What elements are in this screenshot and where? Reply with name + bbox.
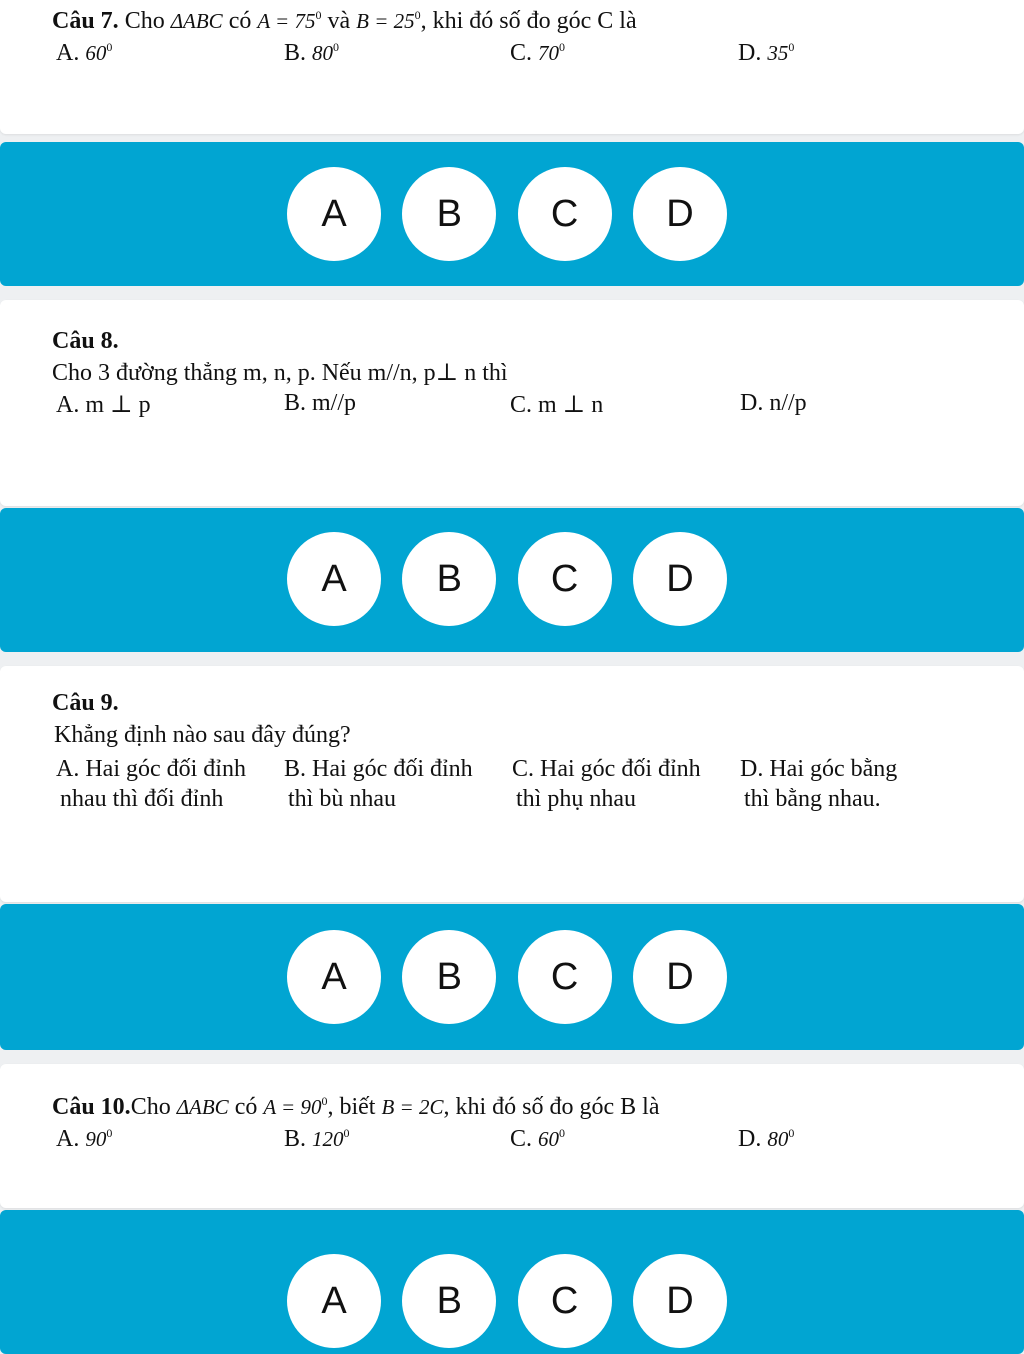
answer-line-2: thì bằng nhau. bbox=[744, 786, 881, 812]
question-10-answer-d bbox=[738, 1126, 794, 1153]
question-10-mid1: có bbox=[228, 1094, 264, 1120]
question-10-text bbox=[52, 1094, 660, 1121]
question-7-triangle: ΔABC bbox=[170, 9, 223, 33]
answer-letter: C. bbox=[510, 40, 539, 66]
option-d-button[interactable]: D bbox=[633, 532, 727, 626]
answer-options-band-q8 bbox=[0, 508, 1024, 652]
answer-value: 80 bbox=[767, 1127, 789, 1151]
answer-value: 80 bbox=[312, 41, 334, 65]
question-7-angle-a: A = 75 bbox=[257, 9, 316, 33]
answer-sup: 0 bbox=[788, 40, 795, 54]
question-8-text: Cho 3 đường thẳng m, n, p. Nếu m//n, p⊥ n thì bbox=[52, 360, 508, 386]
option-c-button[interactable]: C bbox=[518, 930, 612, 1024]
question-10-triangle: ΔABC bbox=[176, 1095, 229, 1119]
question-9-card bbox=[0, 666, 1024, 902]
answer-letter: D. bbox=[738, 1126, 768, 1152]
answer-options-q9 bbox=[287, 930, 727, 1026]
question-10-sup-a: 0 bbox=[321, 1094, 328, 1108]
question-10-mid2: , biết bbox=[327, 1094, 382, 1120]
question-9-answer-a bbox=[56, 754, 246, 814]
option-d-button[interactable]: D bbox=[633, 1254, 727, 1348]
answer-line-1: B. Hai góc đối đỉnh bbox=[284, 756, 473, 782]
question-9-text: Khẳng định nào sau đây đúng? bbox=[54, 722, 351, 748]
option-b-button[interactable]: B bbox=[402, 1254, 496, 1348]
question-7-mid1: có bbox=[222, 8, 258, 34]
answer-options-q10 bbox=[287, 1254, 727, 1350]
answer-sup: 0 bbox=[559, 40, 566, 54]
question-10-angle-b: B = 2C bbox=[381, 1095, 444, 1119]
question-10-post: , khi đó số đo góc B là bbox=[443, 1094, 660, 1120]
option-d-button[interactable]: D bbox=[633, 930, 727, 1024]
question-7-post: , khi đó số đo góc C là bbox=[420, 8, 637, 34]
answer-sup: 0 bbox=[559, 1126, 566, 1140]
option-c-button[interactable]: C bbox=[518, 167, 612, 261]
question-8-answer-b: B. m//p bbox=[284, 390, 357, 416]
question-9-answer-b bbox=[284, 754, 473, 814]
answer-line-2: thì bù nhau bbox=[288, 786, 396, 812]
question-8-label bbox=[52, 328, 119, 355]
answer-options-q7 bbox=[287, 167, 727, 263]
question-8-card bbox=[0, 300, 1024, 506]
answer-sup: 0 bbox=[343, 1126, 350, 1140]
question-9-label bbox=[52, 690, 119, 717]
answer-letter: C. bbox=[510, 1126, 539, 1152]
answer-options-q8 bbox=[287, 532, 727, 628]
question-10-label: Câu 10. bbox=[52, 1094, 131, 1120]
question-9-answer-c bbox=[512, 754, 701, 814]
question-8-answer-d: D. n//p bbox=[740, 390, 807, 416]
answer-value: 35 bbox=[767, 41, 789, 65]
question-7-mid2: và bbox=[321, 8, 357, 34]
question-10-angle-a: A = 90 bbox=[263, 1095, 322, 1119]
answer-sup: 0 bbox=[106, 40, 113, 54]
option-c-button[interactable]: C bbox=[518, 532, 612, 626]
question-9-label-text: Câu 9. bbox=[52, 690, 119, 716]
answer-line-1: A. Hai góc đối đỉnh bbox=[56, 756, 246, 782]
answer-options-band-q7 bbox=[0, 142, 1024, 286]
answer-line-1: C. Hai góc đối đỉnh bbox=[512, 756, 701, 782]
question-7-text bbox=[52, 8, 637, 35]
question-7-card bbox=[0, 0, 1024, 134]
question-8-label-text: Câu 8. bbox=[52, 328, 119, 354]
answer-letter: D. bbox=[738, 40, 768, 66]
question-8-answer-a: A. m ⊥ p bbox=[56, 392, 151, 418]
answer-line-2: thì phụ nhau bbox=[516, 786, 636, 812]
answer-letter: B. bbox=[284, 1126, 313, 1152]
answer-options-band-q9 bbox=[0, 904, 1024, 1050]
answer-value: 70 bbox=[538, 41, 560, 65]
answer-sup: 0 bbox=[106, 1126, 113, 1140]
option-b-button[interactable]: B bbox=[402, 930, 496, 1024]
question-10-pre: Cho bbox=[130, 1094, 177, 1120]
answer-value: 120 bbox=[312, 1127, 344, 1151]
option-b-button[interactable]: B bbox=[402, 532, 496, 626]
question-7-sup-b: 0 bbox=[414, 8, 421, 22]
question-7-sup-a: 0 bbox=[315, 8, 322, 22]
question-7-label: Câu 7. bbox=[52, 8, 119, 34]
option-a-button[interactable]: A bbox=[287, 930, 381, 1024]
option-b-button[interactable]: B bbox=[402, 167, 496, 261]
question-7-answer-c bbox=[510, 40, 565, 67]
question-10-answer-c bbox=[510, 1126, 565, 1153]
option-a-button[interactable]: A bbox=[287, 1254, 381, 1348]
question-7-answer-b bbox=[284, 40, 339, 67]
answer-options-band-q10 bbox=[0, 1210, 1024, 1354]
question-10-card bbox=[0, 1064, 1024, 1208]
answer-letter: A. bbox=[56, 1126, 86, 1152]
option-a-button[interactable]: A bbox=[287, 532, 381, 626]
option-a-button[interactable]: A bbox=[287, 167, 381, 261]
option-c-button[interactable]: C bbox=[518, 1254, 612, 1348]
question-7-pre: Cho bbox=[118, 8, 171, 34]
question-8-answer-c: C. m ⊥ n bbox=[510, 392, 604, 418]
answer-letter: B. bbox=[284, 40, 313, 66]
question-7-angle-b: B = 25 bbox=[356, 9, 415, 33]
answer-line-1: D. Hai góc bằng bbox=[740, 756, 898, 782]
answer-value: 60 bbox=[538, 1127, 560, 1151]
answer-value: 90 bbox=[85, 1127, 107, 1151]
answer-sup: 0 bbox=[788, 1126, 795, 1140]
question-7-answer-d bbox=[738, 40, 794, 67]
question-10-answer-a bbox=[56, 1126, 112, 1153]
question-10-answer-b bbox=[284, 1126, 350, 1153]
question-9-answer-d bbox=[740, 754, 897, 814]
option-d-button[interactable]: D bbox=[633, 167, 727, 261]
answer-line-2: nhau thì đối đỉnh bbox=[60, 786, 224, 812]
question-7-answer-a bbox=[56, 40, 112, 67]
answer-sup: 0 bbox=[333, 40, 340, 54]
answer-letter: A. bbox=[56, 40, 86, 66]
answer-value: 60 bbox=[85, 41, 107, 65]
